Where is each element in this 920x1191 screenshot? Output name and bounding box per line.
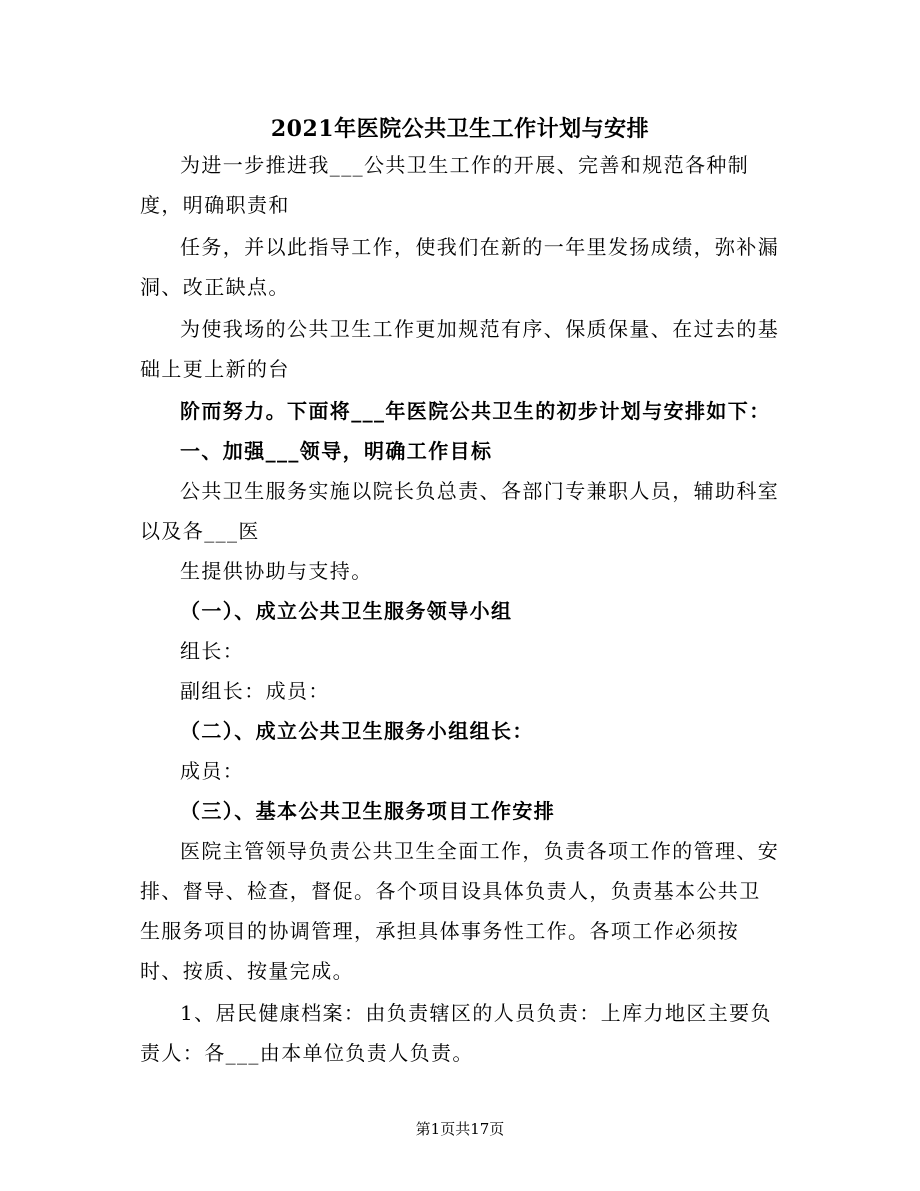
heading-section-1: 一、加强___领导，明确工作目标 bbox=[180, 439, 493, 463]
paragraph-members: 成员： bbox=[180, 759, 245, 783]
document-body bbox=[140, 145, 780, 1073]
heading-subsection-2: （二）、成立公共卫生服务小组组长： bbox=[180, 719, 534, 743]
paragraph-support: 生提供协助与支持。 bbox=[180, 559, 373, 583]
paragraph-task: 任务，并以此指导工作，使我们在新的一年里发扬成绩，弥补漏洞、改正缺点。 bbox=[140, 235, 780, 299]
paragraph-intro: 为进一步推进我___公共卫生工作的开展、完善和规范各种制度，明确职责和 bbox=[140, 153, 750, 217]
document-title: 2021年医院公共卫生工作计划与安排 bbox=[270, 116, 650, 142]
paragraph-responsibility: 公共卫生服务实施以院长负总责、各部门专兼职人员，辅助科室以及各___医 bbox=[140, 479, 780, 543]
page-number-footer: 第1页共17页 bbox=[415, 1120, 505, 1138]
paragraph-health-records: 1、居民健康档案：由负责辖区的人员负责：上库力地区主要负责人：各___由本单位负责人负责。 bbox=[140, 1001, 772, 1065]
paragraph-plan-intro: 阶而努力。下面将___年医院公共卫生的初步计划与安排如下： bbox=[180, 399, 771, 423]
paragraph-leader: 组长： bbox=[180, 639, 245, 663]
paragraph-goal: 为使我场的公共卫生工作更加规范有序、保质保量、在过去的基础上更上新的台 bbox=[140, 317, 780, 381]
paragraph-deputy-members: 副组长：成员： bbox=[180, 679, 330, 703]
paragraph-management: 医院主管领导负责公共卫生全面工作，负责各项工作的管理、安排、督导、检查，督促。各个项目设具体负责人，负责基本公共卫生服务项目的协调管理，承担具体事务性工作。各项工作必须按时、按质、按量完成。 bbox=[140, 839, 780, 983]
heading-subsection-1: （一）、成立公共卫生服务领导小组 bbox=[180, 599, 513, 623]
heading-subsection-3: （三）、基本公共卫生服务项目工作安排 bbox=[180, 799, 556, 823]
